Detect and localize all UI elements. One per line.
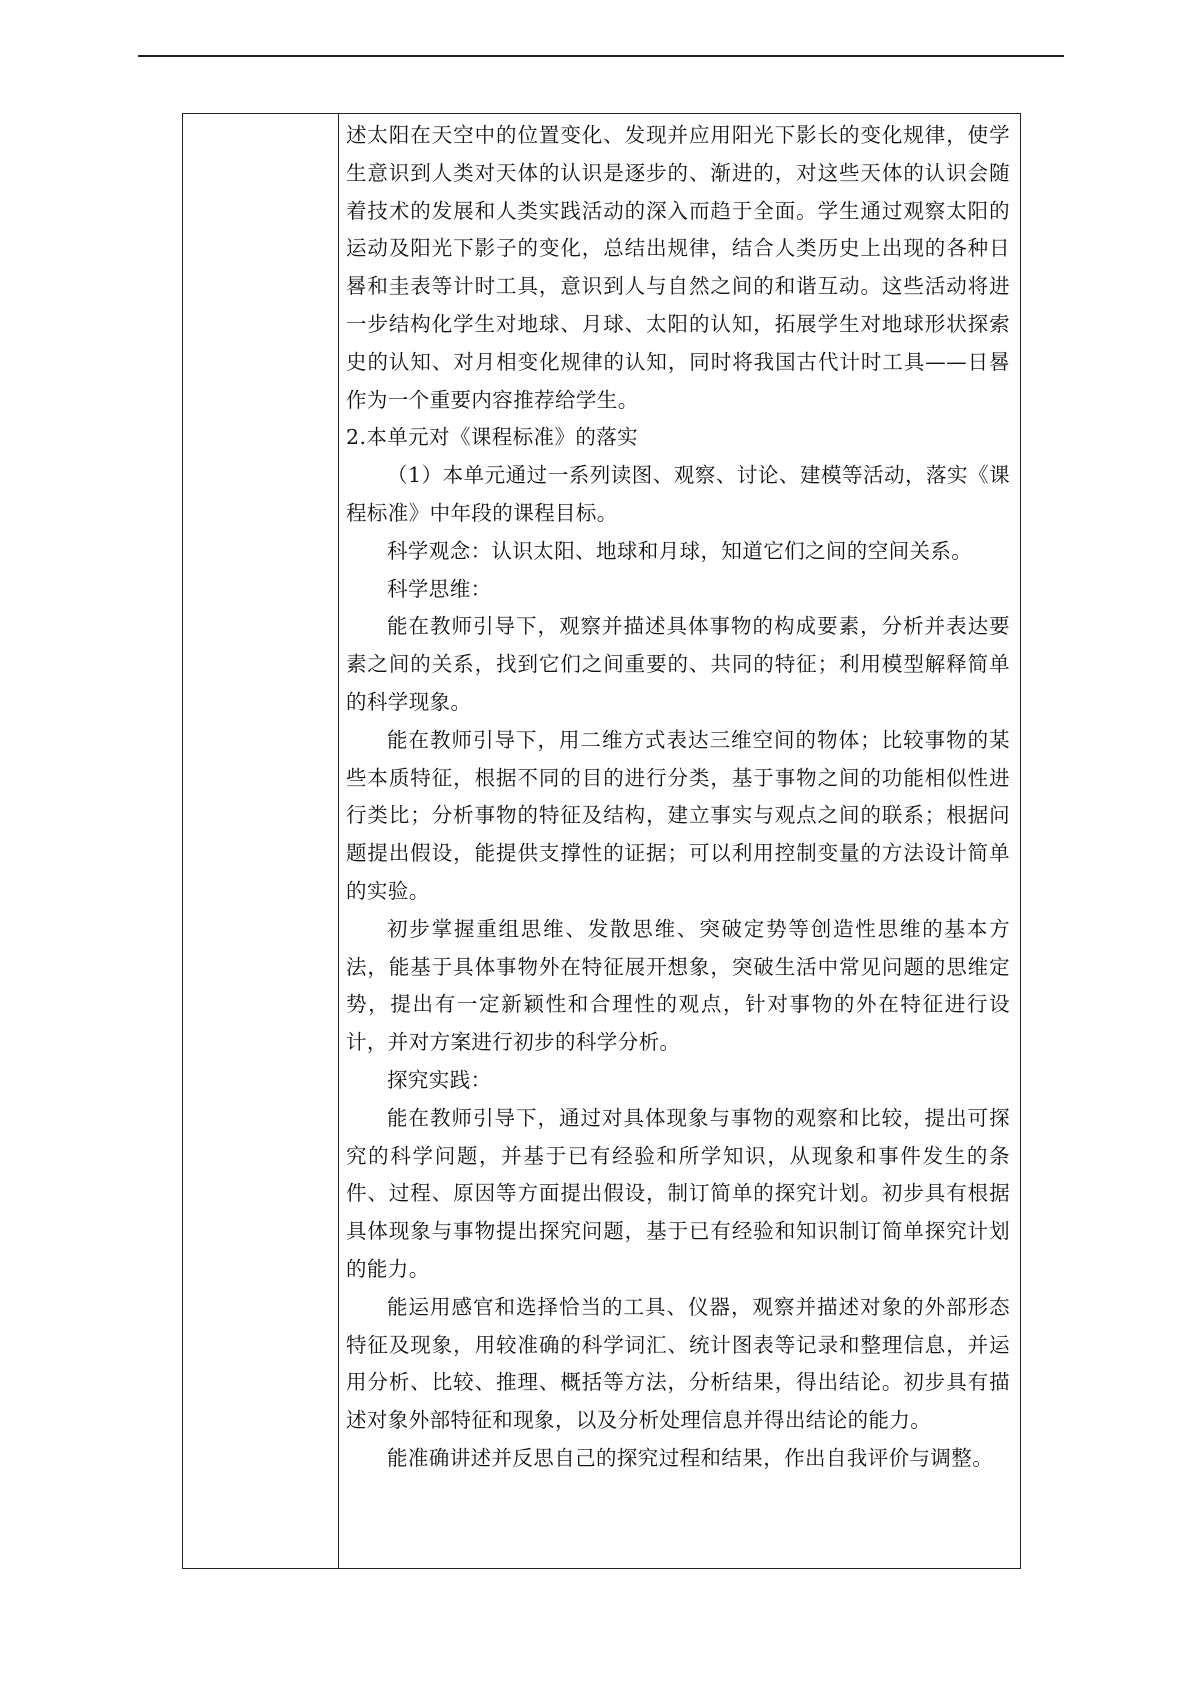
content-table — [182, 113, 1021, 1569]
paragraph-inquiry-3: 能准确讲述并反思自己的探究过程和结果，作出自我评价与调整。 — [387, 1445, 994, 1470]
paragraph-curriculum-goals: （1）本单元通过一系列读图、观察、讨论、建模等活动，落实《课程标准》中年段的课程目标。 — [346, 463, 1010, 525]
header-rule — [138, 55, 1064, 57]
paragraph-thinking-2: 能在教师引导下，用二维方式表达三维空间的物体；比较事物的某些本质特征，根据不同的目的进行分类，基于事物之间的功能相似性进行类比；分析事物的特征及结构，建立事实与观点之间的联系；根据问题提出假设，能提供支撑性的证据；可以利用控制变量的方法设计简单的实验。 — [346, 727, 1010, 903]
paragraph-inquiry-2: 能运用感官和选择恰当的工具、仪器，观察并描述对象的外部形态特征及现象，用较准确的科学词汇、统计图表等记录和整理信息，并运用分析、比较、推理、概括等方法，分析结果，得出结论。初步具有描述对象外部特征和现象，以及分析处理信息并得出结论的能力。 — [346, 1294, 1010, 1433]
table-left-cell — [183, 114, 339, 1568]
subheading-inquiry-practice: 探究实践： — [387, 1067, 492, 1092]
section-heading-curriculum: 2.本单元对《课程标准》的落实 — [346, 425, 639, 450]
paragraph-inquiry-1: 能在教师引导下，通过对具体现象与事物的观察和比较，提出可探究的科学问题，并基于已有经验和所学知识，从现象和事件发生的条件、过程、原因等方面提出假设，制订简单的探究计划。初步具有根据具体现象与事物提出探究问题，基于已有经验和知识制订简单探究计划的能力。 — [346, 1105, 1010, 1281]
paragraph-thinking-3: 初步掌握重组思维、发散思维、突破定势等创造性思维的基本方法，能基于具体事物外在特征展开想象，突破生活中常见问题的思维定势，提出有一定新颖性和合理性的观点，针对事物的外在特征进行设计，并对方案进行初步的科学分析。 — [346, 916, 1010, 1055]
subheading-science-thinking: 科学思维： — [387, 576, 492, 601]
paragraph-unit-overview-continued: 述太阳在天空中的位置变化、发现并应用阳光下影长的变化规律，使学生意识到人类对天体的认识是逐步的、渐进的，对这些天体的认识会随着技术的发展和人类实践活动的深入而趋于全面。学生通过观察太阳的运动及阳光下影子的变化，总结出规律，结合人类历史上出现的各种日晷和圭表等计时工具，意识到人与自然之间的和谐互动。这些活动将进一步结构化学生对地球、月球、太阳的认知，拓展学生对地球形状探索史的认知、对月相变化规律的认知，同时将我国古代计时工具——日晷作为一个重要内容推荐给学生。 — [346, 123, 1010, 412]
table-right-cell — [339, 114, 1020, 1568]
paragraph-thinking-1: 能在教师引导下，观察并描述具体事物的构成要素，分析并表达要素之间的关系，找到它们之间重要的、共同的特征；利用模型解释简单的科学现象。 — [346, 614, 1010, 714]
paragraph-science-concepts: 科学观念：认识太阳、地球和月球，知道它们之间的空间关系。 — [387, 538, 973, 563]
